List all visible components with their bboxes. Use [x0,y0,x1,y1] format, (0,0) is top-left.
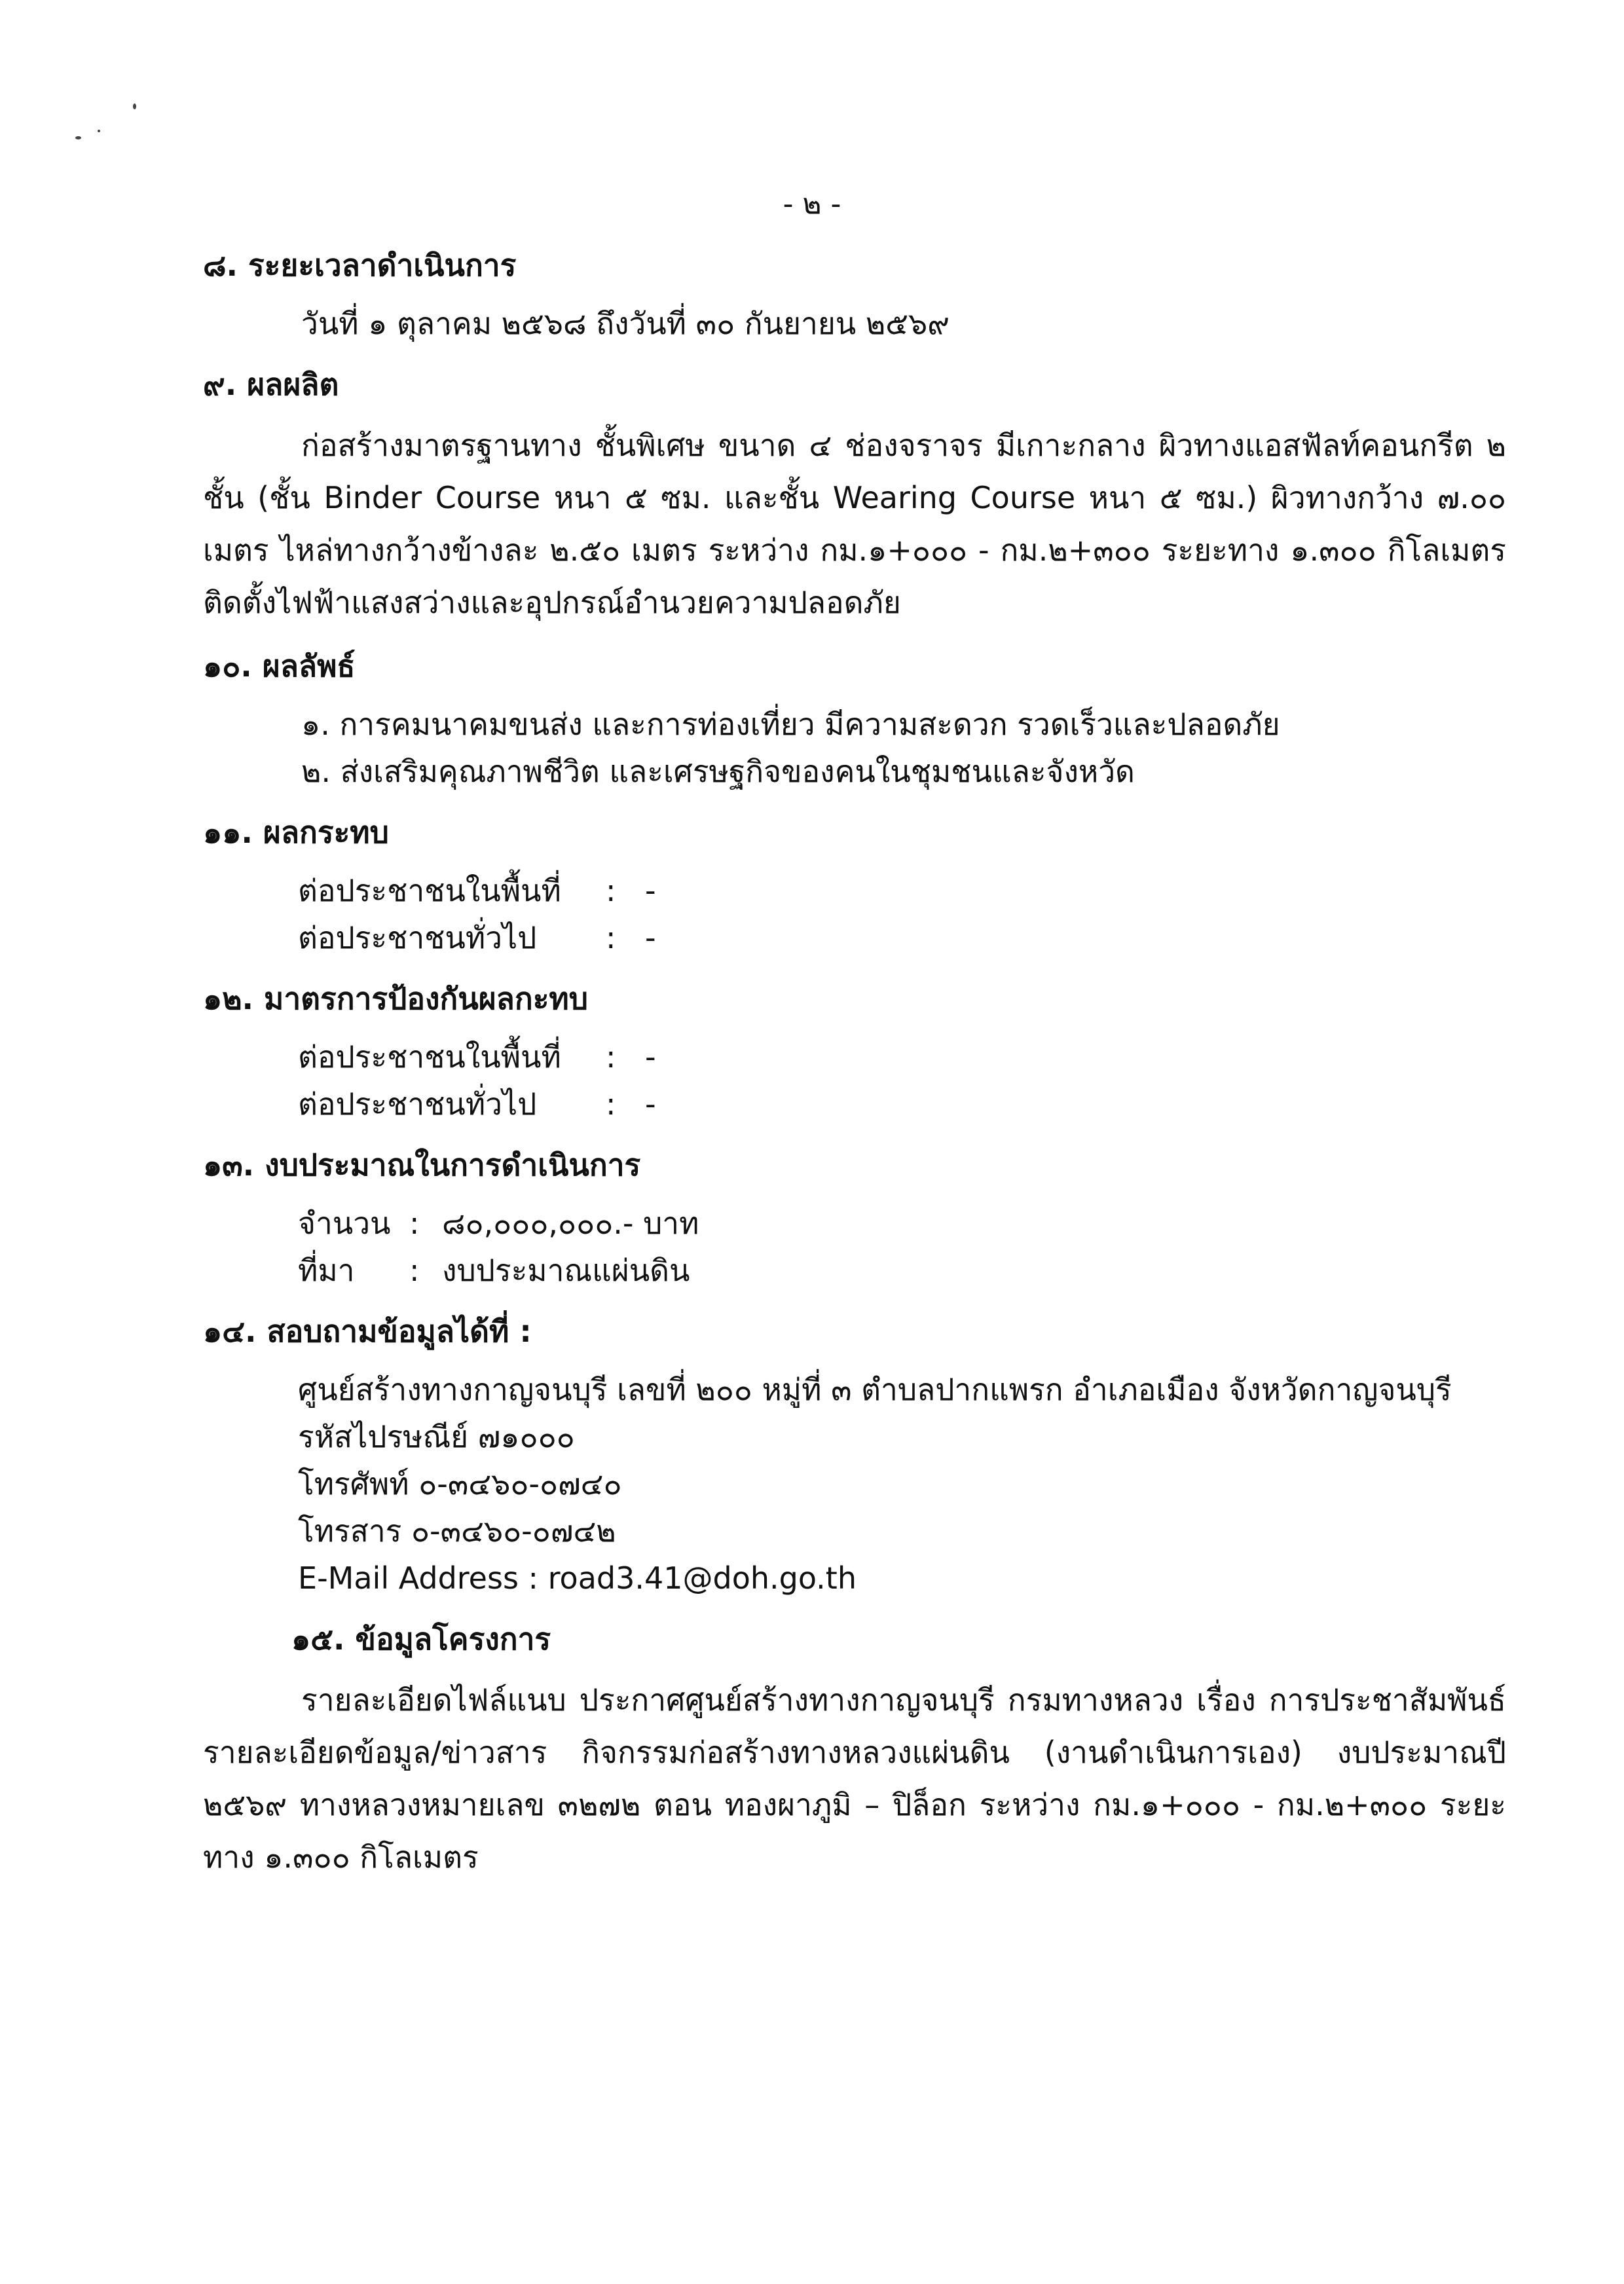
section-11 [203,809,1506,961]
section-8-heading: ๘. ระยะเวลาดำเนินการ [203,248,517,283]
row-value: - [645,1039,656,1075]
section-9 [203,361,1506,629]
section-10 [203,643,1506,795]
page-number: - ๒ - [783,187,841,221]
row-label: ต่อประชาชนในพื้นที่ [298,873,561,908]
section-9-paragraph [203,419,1506,629]
section-12 [203,976,1506,1128]
contact-address: ศูนย์สร้างทางกาญจนบุรี เลขที่ ๒๐๐ หมู่ที่ ๓ ตำบลปากแพรก อำเภอเมือง จังหวัดกาญจนบุรี [298,1372,1452,1407]
section-13-row [203,1247,1506,1294]
row-value: - [645,920,656,955]
row-value: - [645,1086,656,1122]
scan-specks [62,98,141,151]
budget-amount-label: จำนวน [298,1206,391,1241]
scan-speck [98,130,100,132]
contact-fax: โทรสาร ๐-๓๔๖๐-๐๗๔๒ [298,1513,616,1549]
section-8 [203,242,1506,347]
section-15-paragraph [203,1674,1506,1883]
row-colon: : [606,1086,616,1122]
section-12-row [203,1080,1506,1128]
row-colon: : [409,1253,420,1288]
row-label: ต่อประชาชนทั่วไป [298,1086,537,1122]
scan-speck [75,136,81,139]
budget-source-label: ที่มา [298,1253,355,1288]
budget-source-value: งบประมาณแผ่นดิน [442,1253,690,1288]
section-10-heading: ๑๐. ผลลัพธ์ [203,648,356,684]
section-8-text: วันที่ ๑ ตุลาคม ๒๕๖๘ ถึงวันที่ ๓๐ กันยายน ๒๕๖๙ [301,306,950,341]
section-11-heading: ๑๑. ผลกระทบ [203,815,389,850]
section-15-heading: ๑๕. ข้อมูลโครงการ [291,1621,551,1657]
section-10-item-2: ๒. ส่งเสริมคุณภาพชีวิต และเศรษฐกิจของคนในชุมชนและจังหวัด [301,754,1135,789]
section-15-text: รายละเอียดไฟล์แนบ ประกาศศูนย์สร้างทางกาญจนบุรี กรมทางหลวง เรื่อง การประชาสัมพันธ์รายละเอียดข้อมูล/ข่าวสาร กิจกรรมก่อสร้างทางหลวงแผ่นดิน (งานดำเนินการเอง) งบประมาณปี ๒๕๖๙ ทางหลวงหมายเลข ๓๒๗๒ ตอน ทองผาภูมิ – ปิล็อก ระหว่าง กม.๑+๐๐๐ - กม.๒+๓๐๐ ระยะทาง ๑.๓๐๐ กิโลเมตร [203,1682,1506,1875]
scan-speck [133,103,136,109]
budget-amount-value: ๘๐,๐๐๐,๐๐๐.- บาท [442,1206,699,1241]
section-10-item-1: ๑. การคมนาคมขนส่ง และการท่องเที่ยว มีความสะดวก รวดเร็วและปลอดภัย [301,707,1280,742]
section-9-heading: ๙. ผลผลิต [203,367,339,402]
contact-email[interactable]: E-Mail Address : road3.41@doh.go.th [298,1560,857,1596]
row-colon: : [409,1206,420,1241]
row-label: ต่อประชาชนทั่วไป [298,920,537,955]
row-colon: : [606,1039,616,1075]
section-12-heading: ๑๒. มาตรการป้องกันผลกะทบ [203,981,588,1016]
section-13 [203,1142,1506,1294]
contact-postcode: รหัสไปรษณีย์ ๗๑๐๐๐ [298,1419,575,1454]
row-label: ต่อประชาชนในพื้นที่ [298,1039,561,1075]
section-15 [203,1616,1506,1883]
section-13-heading: ๑๓. งบประมาณในการดำเนินการ [203,1147,641,1183]
section-9-text: ก่อสร้างมาตรฐานทาง ชั้นพิเศษ ขนาด ๔ ช่องจราจร มีเกาะกลาง ผิวทางแอสฟัลท์คอนกรีต ๒ ชั้น (ชั้น Binder Course หนา ๕ ซม. และชั้น Wearing Course หนา ๕ ซม.) ผิวทางกว้าง ๗.๐๐ เมตร ไหล่ทางกว้างข้างละ ๒.๕๐ เมตร ระหว่าง กม.๑+๐๐๐ - กม.๒+๓๐๐ ระยะทาง ๑.๓๐๐ กิโลเมตร ติดตั้งไฟฟ้าแสงสว่างและอุปกรณ์อำนวยความปลอดภัย [203,428,1506,620]
section-13-row [203,1200,1506,1247]
section-14 [203,1308,1506,1602]
section-14-heading: ๑๔. สอบถามข้อมูลได้ที่ : [203,1314,532,1349]
section-12-row [203,1033,1506,1080]
row-value: - [645,873,656,908]
section-11-row [203,914,1506,961]
row-colon: : [606,920,616,955]
contact-phone: โทรศัพท์ ๐-๓๔๖๐-๐๗๔๐ [298,1466,622,1501]
section-11-row [203,867,1506,914]
document-body [203,242,1506,1898]
row-colon: : [606,873,616,908]
